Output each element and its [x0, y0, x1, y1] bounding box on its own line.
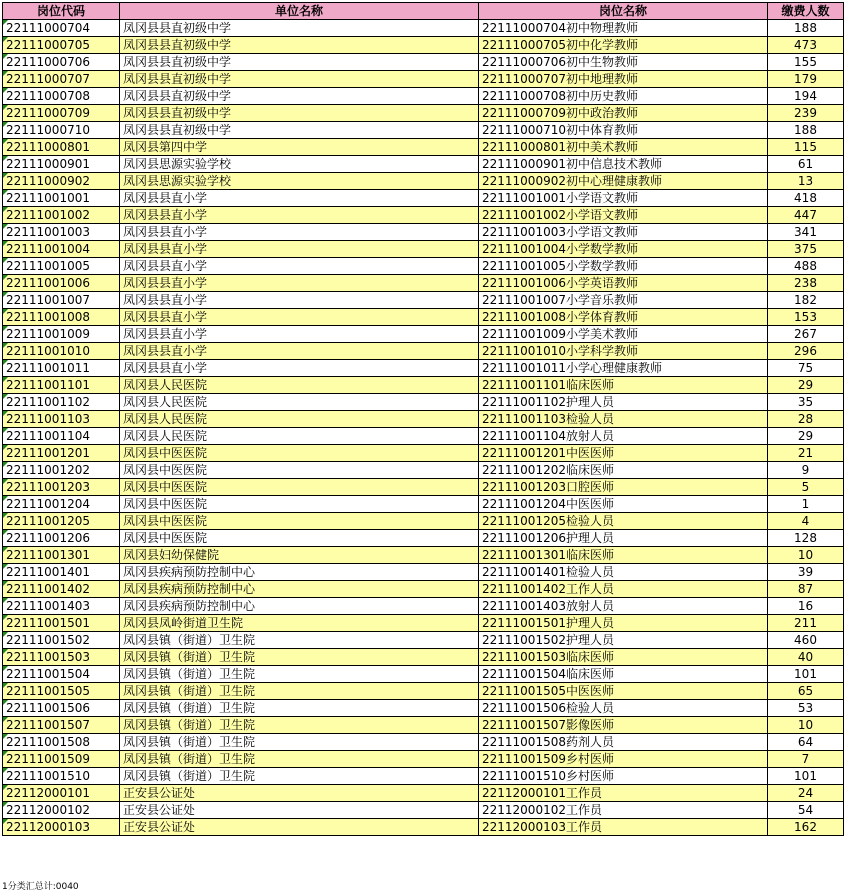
table-row — [3, 700, 844, 717]
cell-paid-count[interactable]: 194 — [768, 88, 844, 105]
table-row — [3, 530, 844, 547]
table-body — [3, 20, 844, 836]
cell-position-code[interactable]: 22111000707 — [3, 71, 120, 88]
cell-unit-name[interactable]: 凤冈县县直初级中学 — [120, 20, 479, 37]
cell-paid-count[interactable]: 296 — [768, 343, 844, 360]
cell-position-name[interactable]: 22111001006小学英语教师 — [479, 275, 768, 292]
table-row — [3, 394, 844, 411]
table-row — [3, 139, 844, 156]
cell-unit-name[interactable]: 凤冈县妇幼保健院 — [120, 547, 479, 564]
cell-unit-name[interactable]: 凤冈县县直小学 — [120, 343, 479, 360]
cell-position-name[interactable]: 22111001510乡村医师 — [479, 768, 768, 785]
cell-unit-name[interactable]: 凤冈县镇（街道）卫生院 — [120, 666, 479, 683]
cell-paid-count[interactable]: 1 — [768, 496, 844, 513]
table-row — [3, 649, 844, 666]
cell-position-name[interactable]: 22111001508药剂人员 — [479, 734, 768, 751]
cell-position-name[interactable]: 22111001506检验人员 — [479, 700, 768, 717]
table-row — [3, 309, 844, 326]
cell-position-name[interactable]: 22111000707初中地理教师 — [479, 71, 768, 88]
cell-paid-count[interactable]: 211 — [768, 615, 844, 632]
cell-unit-name[interactable]: 凤冈县镇（街道）卫生院 — [120, 683, 479, 700]
cell-position-code[interactable]: 22111001203 — [3, 479, 120, 496]
cell-position-name[interactable]: 22111001004小学数学教师 — [479, 241, 768, 258]
cell-unit-name[interactable]: 凤冈县中医医院 — [120, 462, 479, 479]
cell-position-code[interactable]: 22111001201 — [3, 445, 120, 462]
table-row — [3, 445, 844, 462]
cell-paid-count[interactable]: 16 — [768, 598, 844, 615]
cell-unit-name[interactable]: 正安县公证处 — [120, 785, 479, 802]
cell-position-code[interactable]: 22111000704 — [3, 20, 120, 37]
table-row — [3, 207, 844, 224]
cell-paid-count[interactable]: 24 — [768, 785, 844, 802]
cell-position-name[interactable]: 22111000901初中信息技术教师 — [479, 156, 768, 173]
cell-position-name[interactable]: 22111001007小学音乐教师 — [479, 292, 768, 309]
cell-position-code[interactable]: 22111001501 — [3, 615, 120, 632]
cell-unit-name[interactable]: 凤冈县凤岭街道卫生院 — [120, 615, 479, 632]
table-row — [3, 615, 844, 632]
cell-position-code[interactable]: 22111001007 — [3, 292, 120, 309]
cell-position-name[interactable]: 22111001504临床医师 — [479, 666, 768, 683]
cell-paid-count[interactable]: 21 — [768, 445, 844, 462]
cell-position-name[interactable]: 22111001103检验人员 — [479, 411, 768, 428]
table-row — [3, 360, 844, 377]
cell-position-code[interactable]: 22111001206 — [3, 530, 120, 547]
cell-paid-count[interactable]: 75 — [768, 360, 844, 377]
table-row — [3, 581, 844, 598]
cell-unit-name[interactable]: 凤冈县疾病预防控制中心 — [120, 598, 479, 615]
cell-position-name[interactable]: 22111001403放射人员 — [479, 598, 768, 615]
table-row — [3, 105, 844, 122]
cell-position-name[interactable]: 22111001001小学语文教师 — [479, 190, 768, 207]
table-row — [3, 88, 844, 105]
cell-position-name[interactable]: 22111001101临床医师 — [479, 377, 768, 394]
cell-position-code[interactable]: 22111001101 — [3, 377, 120, 394]
cell-unit-name[interactable]: 凤冈县镇（街道）卫生院 — [120, 751, 479, 768]
table-row — [3, 37, 844, 54]
cell-position-code[interactable]: 22111001402 — [3, 581, 120, 598]
cell-unit-name[interactable]: 凤冈县镇（街道）卫生院 — [120, 700, 479, 717]
cell-unit-name[interactable]: 凤冈县县直初级中学 — [120, 122, 479, 139]
cell-paid-count[interactable]: 101 — [768, 768, 844, 785]
cell-position-code[interactable]: 22111001005 — [3, 258, 120, 275]
table-row — [3, 343, 844, 360]
cell-position-code[interactable]: 22111001507 — [3, 717, 120, 734]
cell-position-name[interactable]: 22111001402工作人员 — [479, 581, 768, 598]
table-row — [3, 717, 844, 734]
cell-unit-name[interactable]: 凤冈县人民医院 — [120, 394, 479, 411]
table-row — [3, 496, 844, 513]
table-row — [3, 173, 844, 190]
cell-position-name[interactable]: 22111001502护理人员 — [479, 632, 768, 649]
cell-unit-name[interactable]: 凤冈县县直小学 — [120, 190, 479, 207]
cell-position-code[interactable]: 22111000708 — [3, 88, 120, 105]
table-row — [3, 428, 844, 445]
cell-paid-count[interactable]: 239 — [768, 105, 844, 122]
cell-position-code[interactable]: 22112000102 — [3, 802, 120, 819]
cell-position-code[interactable]: 22111001001 — [3, 190, 120, 207]
table-row — [3, 292, 844, 309]
cell-unit-name[interactable]: 凤冈县中医医院 — [120, 496, 479, 513]
cell-position-code[interactable]: 22111001301 — [3, 547, 120, 564]
cell-position-code[interactable]: 22111001003 — [3, 224, 120, 241]
cell-unit-name[interactable]: 凤冈县疾病预防控制中心 — [120, 564, 479, 581]
header-unit-name[interactable]: 单位名称 — [120, 3, 479, 20]
cell-paid-count[interactable]: 179 — [768, 71, 844, 88]
cell-position-name[interactable]: 22111001104放射人员 — [479, 428, 768, 445]
cell-position-code[interactable]: 22111001004 — [3, 241, 120, 258]
cell-unit-name[interactable]: 凤冈县人民医院 — [120, 377, 479, 394]
cell-unit-name[interactable]: 凤冈县县直初级中学 — [120, 54, 479, 71]
cell-unit-name[interactable]: 凤冈县疾病预防控制中心 — [120, 581, 479, 598]
cell-unit-name[interactable]: 凤冈县镇（街道）卫生院 — [120, 734, 479, 751]
cell-paid-count[interactable]: 40 — [768, 649, 844, 666]
cell-position-name[interactable]: 22111000801初中美术教师 — [479, 139, 768, 156]
cell-paid-count[interactable]: 488 — [768, 258, 844, 275]
cell-unit-name[interactable]: 凤冈县思源实验学校 — [120, 173, 479, 190]
cell-paid-count[interactable]: 53 — [768, 700, 844, 717]
table-row — [3, 547, 844, 564]
table-row — [3, 224, 844, 241]
cell-unit-name[interactable]: 凤冈县县直小学 — [120, 207, 479, 224]
cell-position-name[interactable]: 22111001011小学心理健康教师 — [479, 360, 768, 377]
header-position-name[interactable]: 岗位名称 — [479, 3, 768, 20]
table-row — [3, 54, 844, 71]
cell-position-name[interactable]: 22111000709初中政治教师 — [479, 105, 768, 122]
cell-paid-count[interactable]: 4 — [768, 513, 844, 530]
cell-paid-count[interactable]: 29 — [768, 377, 844, 394]
cell-paid-count[interactable]: 10 — [768, 547, 844, 564]
table-row — [3, 190, 844, 207]
cell-unit-name[interactable]: 凤冈县县直初级中学 — [120, 105, 479, 122]
cell-position-code[interactable]: 22112000101 — [3, 785, 120, 802]
cell-unit-name[interactable]: 凤冈县中医医院 — [120, 530, 479, 547]
cell-position-name[interactable]: 22111001204中医医师 — [479, 496, 768, 513]
table-row — [3, 802, 844, 819]
cell-paid-count[interactable]: 54 — [768, 802, 844, 819]
cell-position-code[interactable]: 22111001504 — [3, 666, 120, 683]
cell-paid-count[interactable]: 460 — [768, 632, 844, 649]
table-row — [3, 156, 844, 173]
cell-paid-count[interactable]: 13 — [768, 173, 844, 190]
cell-paid-count[interactable]: 7 — [768, 751, 844, 768]
cell-unit-name[interactable]: 凤冈县县直初级中学 — [120, 37, 479, 54]
table-row — [3, 513, 844, 530]
cell-position-code[interactable]: 22111001503 — [3, 649, 120, 666]
cell-position-name[interactable]: 22111001203口腔医师 — [479, 479, 768, 496]
cell-paid-count[interactable]: 188 — [768, 20, 844, 37]
cell-unit-name[interactable]: 凤冈县县直初级中学 — [120, 71, 479, 88]
cell-position-code[interactable]: 22111001009 — [3, 326, 120, 343]
cell-position-name[interactable]: 22111001503临床医师 — [479, 649, 768, 666]
cell-position-code[interactable]: 22111001008 — [3, 309, 120, 326]
cell-paid-count[interactable]: 188 — [768, 122, 844, 139]
cell-paid-count[interactable]: 447 — [768, 207, 844, 224]
cell-position-name[interactable]: 22111001509乡村医师 — [479, 751, 768, 768]
table-row — [3, 258, 844, 275]
cell-position-code[interactable]: 22111000801 — [3, 139, 120, 156]
table-row — [3, 666, 844, 683]
cell-unit-name[interactable]: 正安县公证处 — [120, 802, 479, 819]
cell-unit-name[interactable]: 凤冈县县直小学 — [120, 241, 479, 258]
cell-position-name[interactable]: 22111001003小学语文教师 — [479, 224, 768, 241]
cell-paid-count[interactable]: 182 — [768, 292, 844, 309]
table-row — [3, 632, 844, 649]
cell-unit-name[interactable]: 凤冈县中医医院 — [120, 513, 479, 530]
table-row — [3, 411, 844, 428]
cell-position-name[interactable]: 22111000704初中物理教师 — [479, 20, 768, 37]
cell-position-name[interactable]: 22111001202临床医师 — [479, 462, 768, 479]
cell-position-name[interactable]: 22111001008小学体育教师 — [479, 309, 768, 326]
header-paid-count[interactable]: 缴费人数 — [768, 3, 844, 20]
cell-paid-count[interactable]: 39 — [768, 564, 844, 581]
table-row — [3, 479, 844, 496]
cell-position-code[interactable]: 22111001010 — [3, 343, 120, 360]
cell-position-code[interactable]: 22112000103 — [3, 819, 120, 836]
cell-paid-count[interactable]: 9 — [768, 462, 844, 479]
table-row — [3, 241, 844, 258]
cell-position-name[interactable]: 22111000708初中历史教师 — [479, 88, 768, 105]
cell-position-code[interactable]: 22111001510 — [3, 768, 120, 785]
table-row — [3, 751, 844, 768]
cell-unit-name[interactable]: 凤冈县县直小学 — [120, 292, 479, 309]
table-row — [3, 20, 844, 37]
status-footer: 1分类汇总计:0040 — [2, 882, 79, 892]
cell-position-code[interactable]: 22111000902 — [3, 173, 120, 190]
cell-position-name[interactable]: 22111001507影像医师 — [479, 717, 768, 734]
cell-unit-name[interactable]: 凤冈县县直小学 — [120, 224, 479, 241]
cell-unit-name[interactable]: 凤冈县县直小学 — [120, 258, 479, 275]
header-position-code[interactable]: 岗位代码 — [3, 3, 120, 20]
table-row — [3, 275, 844, 292]
cell-position-code[interactable]: 22111001204 — [3, 496, 120, 513]
cell-paid-count[interactable]: 87 — [768, 581, 844, 598]
cell-position-code[interactable]: 22111001102 — [3, 394, 120, 411]
cell-paid-count[interactable]: 418 — [768, 190, 844, 207]
table-row — [3, 564, 844, 581]
cell-paid-count[interactable]: 64 — [768, 734, 844, 751]
cell-unit-name[interactable]: 凤冈县镇（街道）卫生院 — [120, 768, 479, 785]
cell-paid-count[interactable]: 162 — [768, 819, 844, 836]
cell-position-code[interactable]: 22111001202 — [3, 462, 120, 479]
cell-position-code[interactable]: 22111000706 — [3, 54, 120, 71]
cell-position-name[interactable]: 22111001505中医医师 — [479, 683, 768, 700]
cell-position-code[interactable]: 22111001006 — [3, 275, 120, 292]
cell-position-code[interactable]: 22111001205 — [3, 513, 120, 530]
cell-position-code[interactable]: 22111001505 — [3, 683, 120, 700]
cell-unit-name[interactable]: 凤冈县县直小学 — [120, 360, 479, 377]
cell-position-code[interactable]: 22111000901 — [3, 156, 120, 173]
cell-position-name[interactable]: 22111001002小学语文教师 — [479, 207, 768, 224]
cell-paid-count[interactable]: 238 — [768, 275, 844, 292]
table-row — [3, 768, 844, 785]
cell-paid-count[interactable]: 29 — [768, 428, 844, 445]
cell-unit-name[interactable]: 凤冈县县直初级中学 — [120, 88, 479, 105]
cell-unit-name[interactable]: 凤冈县人民医院 — [120, 411, 479, 428]
cell-unit-name[interactable]: 凤冈县中医医院 — [120, 445, 479, 462]
table-row — [3, 122, 844, 139]
cell-unit-name[interactable]: 凤冈县镇（街道）卫生院 — [120, 649, 479, 666]
cell-unit-name[interactable]: 凤冈县县直小学 — [120, 275, 479, 292]
cell-position-name[interactable]: 22111000710初中体育教师 — [479, 122, 768, 139]
cell-paid-count[interactable]: 267 — [768, 326, 844, 343]
cell-position-code[interactable]: 22111000709 — [3, 105, 120, 122]
cell-paid-count[interactable]: 10 — [768, 717, 844, 734]
cell-position-name[interactable]: 22111001010小学科学教师 — [479, 343, 768, 360]
cell-paid-count[interactable]: 28 — [768, 411, 844, 428]
cell-position-code[interactable]: 22111001011 — [3, 360, 120, 377]
cell-position-name[interactable]: 22112000103工作员 — [479, 819, 768, 836]
cell-position-name[interactable]: 22111001301临床医师 — [479, 547, 768, 564]
cell-position-code[interactable]: 22111001509 — [3, 751, 120, 768]
cell-position-code[interactable]: 22111001401 — [3, 564, 120, 581]
table-row — [3, 598, 844, 615]
cell-unit-name[interactable]: 凤冈县人民医院 — [120, 428, 479, 445]
cell-paid-count[interactable]: 153 — [768, 309, 844, 326]
cell-position-code[interactable]: 22111000710 — [3, 122, 120, 139]
data-table — [2, 2, 844, 836]
cell-paid-count[interactable]: 128 — [768, 530, 844, 547]
header-row — [3, 3, 844, 20]
cell-unit-name[interactable]: 凤冈县县直小学 — [120, 309, 479, 326]
cell-unit-name[interactable]: 凤冈县第四中学 — [120, 139, 479, 156]
cell-unit-name[interactable]: 凤冈县镇（街道）卫生院 — [120, 717, 479, 734]
cell-position-name[interactable]: 22111000706初中生物教师 — [479, 54, 768, 71]
cell-position-name[interactable]: 22111001205检验人员 — [479, 513, 768, 530]
table-row — [3, 71, 844, 88]
cell-position-code[interactable]: 22111001403 — [3, 598, 120, 615]
cell-position-name[interactable]: 22111000902初中心理健康教师 — [479, 173, 768, 190]
cell-position-name[interactable]: 22111001005小学数学教师 — [479, 258, 768, 275]
cell-unit-name[interactable]: 凤冈县思源实验学校 — [120, 156, 479, 173]
cell-position-name[interactable]: 22111000705初中化学教师 — [479, 37, 768, 54]
cell-paid-count[interactable]: 155 — [768, 54, 844, 71]
cell-paid-count[interactable]: 473 — [768, 37, 844, 54]
cell-paid-count[interactable]: 65 — [768, 683, 844, 700]
spreadsheet — [2, 2, 844, 836]
cell-position-code[interactable]: 22111001002 — [3, 207, 120, 224]
cell-unit-name[interactable]: 正安县公证处 — [120, 819, 479, 836]
cell-position-name[interactable]: 22111001206护理人员 — [479, 530, 768, 547]
cell-position-name[interactable]: 22111001501护理人员 — [479, 615, 768, 632]
table-row — [3, 785, 844, 802]
cell-paid-count[interactable]: 341 — [768, 224, 844, 241]
cell-position-code[interactable]: 22111001104 — [3, 428, 120, 445]
cell-paid-count[interactable]: 101 — [768, 666, 844, 683]
table-row — [3, 326, 844, 343]
cell-position-code[interactable]: 22111001103 — [3, 411, 120, 428]
cell-position-name[interactable]: 22112000102工作员 — [479, 802, 768, 819]
cell-paid-count[interactable]: 115 — [768, 139, 844, 156]
cell-unit-name[interactable]: 凤冈县镇（街道）卫生院 — [120, 632, 479, 649]
cell-paid-count[interactable]: 61 — [768, 156, 844, 173]
cell-position-name[interactable]: 22112000101工作员 — [479, 785, 768, 802]
table-row — [3, 462, 844, 479]
table-row — [3, 377, 844, 394]
cell-position-name[interactable]: 22111001201中医医师 — [479, 445, 768, 462]
cell-position-code[interactable]: 22111000705 — [3, 37, 120, 54]
cell-position-code[interactable]: 22111001502 — [3, 632, 120, 649]
cell-position-name[interactable]: 22111001102护理人员 — [479, 394, 768, 411]
cell-position-name[interactable]: 22111001401检验人员 — [479, 564, 768, 581]
cell-paid-count[interactable]: 35 — [768, 394, 844, 411]
table-row — [3, 683, 844, 700]
cell-unit-name[interactable]: 凤冈县中医医院 — [120, 479, 479, 496]
cell-position-name[interactable]: 22111001009小学美术教师 — [479, 326, 768, 343]
table-row — [3, 734, 844, 751]
cell-position-code[interactable]: 22111001508 — [3, 734, 120, 751]
cell-unit-name[interactable]: 凤冈县县直小学 — [120, 326, 479, 343]
table-row — [3, 819, 844, 836]
cell-paid-count[interactable]: 375 — [768, 241, 844, 258]
cell-paid-count[interactable]: 5 — [768, 479, 844, 496]
cell-position-code[interactable]: 22111001506 — [3, 700, 120, 717]
